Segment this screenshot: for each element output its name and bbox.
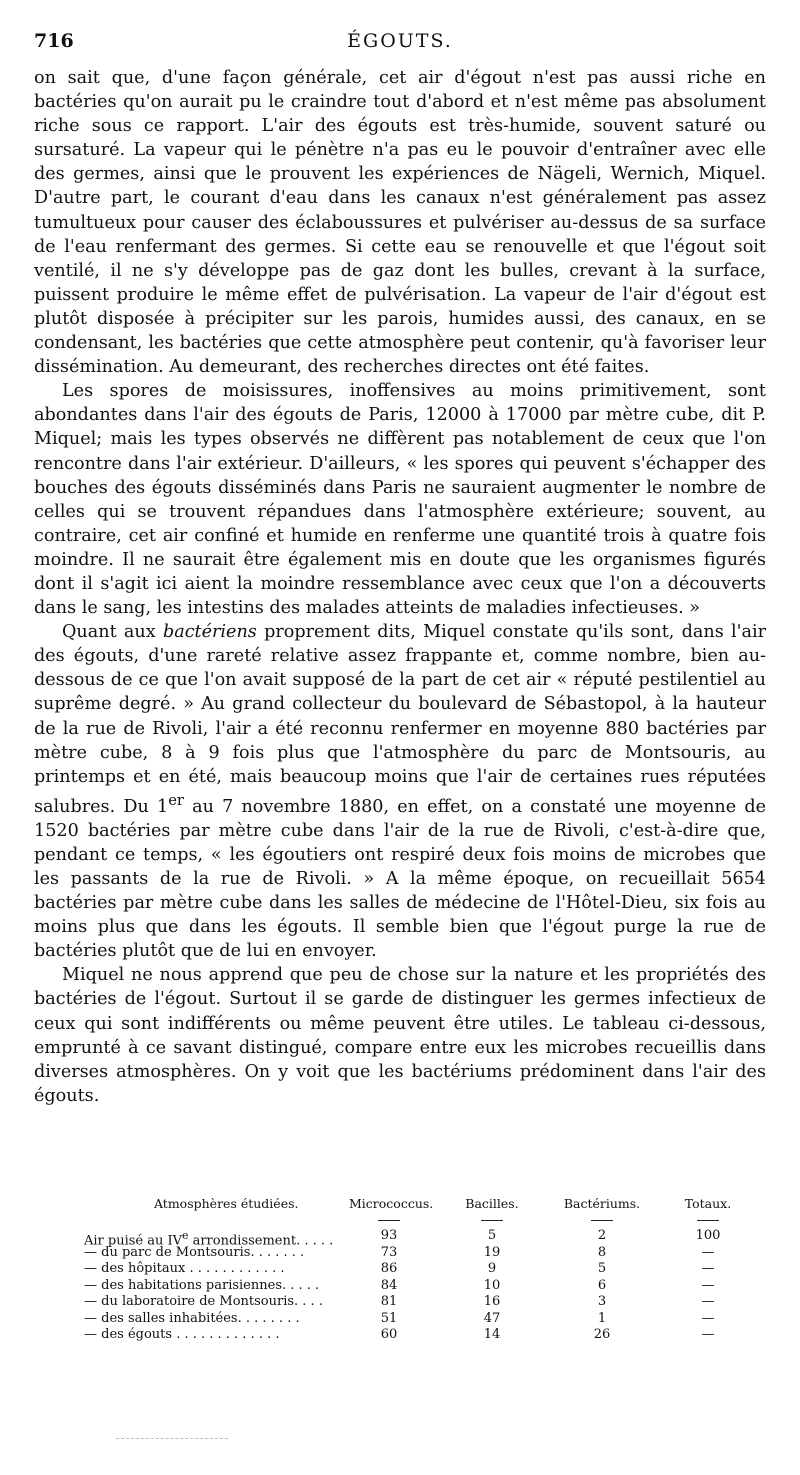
cell-totaux: —: [701, 1294, 715, 1309]
cell-bacteriums: 1: [597, 1310, 607, 1326]
running-title: ÉGOUTS.: [347, 30, 453, 52]
row-label: — du parc de Montsouris. . . . . . .: [84, 1244, 305, 1260]
column-header-bacilles: Bacilles.: [465, 1196, 519, 1211]
cell-totaux: —: [701, 1327, 715, 1342]
cell-bacteriums: 5: [597, 1261, 607, 1276]
cell-micrococcus: 81: [380, 1294, 398, 1309]
row-label: — des salles inhabitées. . . . . . . .: [84, 1310, 300, 1326]
table-row: [84, 1311, 764, 1328]
paragraph-text: au 7 novembre 1880, en effet, on a constaté une moyenne de 1520 bactéries par mètre cube dans l'air de la rue de Rivoli, c'est-à-dire que, pendant ce temps, « les égoutiers ont respiré deux fois moins de microbes que les passants de la rue de Rivoli. » A la même époque, on recueillait 5654 bactéries par mètre cube dans les salles de médecine de l'Hôtel-Dieu, six fois au moins plus que dans les égouts. Il semble bien que l'égout purge la rue de bactéries plutôt que de lui en envoyer.: [34, 796, 767, 962]
cell-micrococcus: 60: [380, 1327, 398, 1342]
header-rule: [697, 1220, 719, 1221]
cell-bacilles: 5: [487, 1228, 497, 1243]
paragraph-text: Quant aux: [62, 622, 163, 643]
cell-bacilles: 10: [483, 1277, 501, 1293]
cell-bacteriums: 3: [597, 1294, 607, 1309]
scan-artifact: [116, 1438, 228, 1441]
table-row: [84, 1261, 764, 1278]
row-label: — des habitations parisiennes. . . . .: [84, 1277, 320, 1293]
header-rule: [481, 1220, 503, 1221]
emphasized-term: bactériens: [162, 622, 257, 643]
table-row: [84, 1245, 764, 1262]
cell-bacilles: 47: [483, 1310, 501, 1326]
cell-micrococcus: 84: [380, 1277, 398, 1293]
paragraph: on sait que, d'une façon générale, cet air d'égout n'est pas aussi riche en bactéries qu'on aurait pu le craindre tout d'abord et n'est même pas absolument riche sous ce rapport. L'air des égouts est très-humide, souvent saturé ou sursaturé. La vapeur qui le pénètre n'a pas eu le pouvoir d'entraîner avec elle des germes, ainsi que le prouvent les expériences de Nägeli, Wernich, Miquel. D'autre part, le courant d'eau dans les canaux n'est généralement pas assez tumultueux pour causer des éclaboussures et pulvériser au-dessus de sa surface de l'eau renfermant des germes. Si cette eau se renouvelle et que l'égout soit ventilé, il ne s'y développe pas de gaz dont les bulles, crevant à la surface, puissent produire le même effet de pulvérisation. La vapeur de l'air d'égout est plutôt disposée à précipiter sur les parois, humides aussi, des canaux, en se condensant, les bactéries que cette atmosphère peut contenir, qu'à favoriser leur dissémination. Au demeurant, des recherches directes ont été faites.: [34, 68, 766, 378]
cell-totaux: 100: [695, 1228, 721, 1243]
paragraph: Les spores de moisissures, inoffensives au moins primitivement, sont abondantes dans l'air des égouts de Paris, 12000 à 17000 par mètre cube, dit P. Miquel; mais les types observés ne diffèrent pas notablement de ceux que l'on rencontre dans l'air extérieur. D'ailleurs, « les spores qui peuvent s'échapper des bouches des égouts disséminés dans Paris ne sauraient augmenter le nombre de celles qui se trouvent répandues dans l'atmosphère extérieure; souvent, au contraire, cet air confiné et humide en renferme une quantité trois à quatre fois moindre. Il ne saurait être également mis en doute que les organismes figurés dont il s'agit ici aient la moindre ressemblance avec ceux que l'on a découverts dans le sang, les intestins des malades atteints de maladies infectieuses. »: [34, 381, 766, 619]
table-row: [84, 1228, 764, 1249]
cell-totaux: —: [701, 1310, 715, 1326]
header-rule-row: [84, 1216, 764, 1228]
row-label: Air puisé au IVe arrondissement. . . . .: [84, 1229, 334, 1249]
cell-bacilles: 16: [483, 1294, 501, 1309]
cell-bacteriums: 2: [597, 1228, 607, 1243]
cell-bacilles: 19: [483, 1244, 501, 1260]
cell-bacilles: 14: [483, 1327, 501, 1342]
table-row: [84, 1294, 764, 1311]
table-row: [84, 1327, 764, 1344]
cell-totaux: —: [701, 1244, 715, 1260]
microbe-table: [84, 1196, 764, 1344]
row-label: — des égouts . . . . . . . . . . . . .: [84, 1327, 280, 1342]
cell-micrococcus: 93: [380, 1228, 398, 1243]
body-text: [34, 66, 766, 1108]
cell-bacteriums: 26: [593, 1327, 611, 1342]
column-header-micrococcus: Micrococcus.: [349, 1196, 434, 1211]
page-header: [34, 30, 766, 56]
ordinal-superscript: er: [168, 791, 184, 809]
column-header-bacteriums: Bactériums.: [563, 1196, 641, 1211]
cell-micrococcus: 73: [380, 1244, 398, 1260]
header-rule: [591, 1220, 613, 1221]
cell-bacteriums: 8: [597, 1244, 607, 1260]
table-row: [84, 1278, 764, 1295]
cell-micrococcus: 86: [380, 1261, 398, 1276]
paragraph: [34, 620, 766, 963]
cell-bacteriums: 6: [597, 1277, 607, 1293]
table-header-row: [84, 1196, 764, 1216]
paragraph: Miquel ne nous apprend que peu de chose sur la nature et les propriétés des bactéries de l'égout. Surtout il se garde de distinguer les germes infectieux de ceux qui sont indifférents ou même peuvent être utiles. Le tableau ci-dessous, emprunté à ce savant distingué, compare entre eux les microbes recueillis dans diverses atmosphères. On y voit que les bactériums prédominent dans l'air des égouts.: [34, 965, 766, 1106]
row-label: — du laboratoire de Montsouris. . . .: [84, 1294, 323, 1309]
cell-bacilles: 9: [487, 1261, 497, 1276]
page-number: 716: [34, 30, 74, 52]
paragraph-text: proprement dits, Miquel constate qu'ils sont, dans l'air des égouts, d'une rareté relative assez frappante et, comme nombre, bien au-dessous de ce que l'on avait supposé de la part de cet air « réputé pestilentiel au suprême degré. » Au grand collecteur du boulevard de Sébastopol, à la hauteur de la rue de Rivoli, l'air a été reconnu renfermer en moyenne 880 bactéries par mètre cube, 8 à 9 fois plus que l'atmosphère du parc de Montsouris, au printemps et en été, mais beaucoup moins que l'air de certaines rues réputées salubres. Du 1: [34, 622, 766, 817]
cell-totaux: —: [701, 1277, 715, 1293]
header-rule: [378, 1220, 400, 1221]
row-label: — des hôpitaux . . . . . . . . . . . .: [84, 1261, 285, 1276]
column-header-totaux: Totaux.: [684, 1196, 732, 1211]
cell-micrococcus: 51: [380, 1310, 398, 1326]
cell-totaux: —: [701, 1261, 715, 1276]
column-header-atmospheres: Atmosphères étudiées.: [154, 1196, 299, 1211]
